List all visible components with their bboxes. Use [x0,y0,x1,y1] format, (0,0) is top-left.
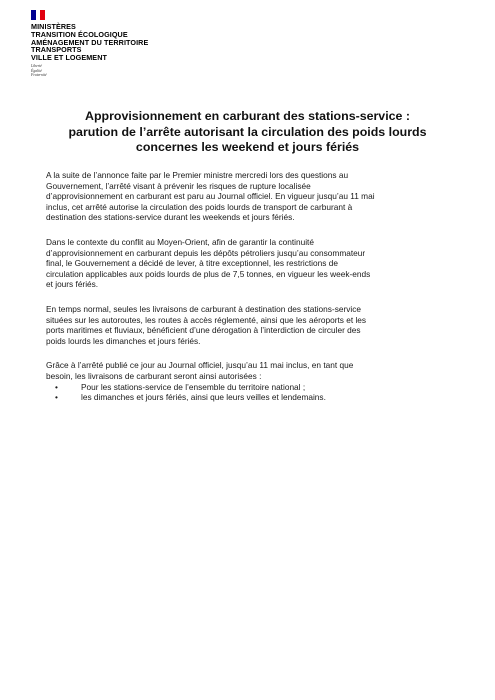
text-line: d’approvisionnement en carburant depuis les dépôts pétroliers jusqu’au consommateur [46,247,366,258]
list-item [46,392,456,403]
text-line: circulation applicables aux poids lourds de plus de 7,5 tonnes, en vigueur les week-ends [46,268,371,279]
motto-line: Liberté [31,63,42,68]
text-line: poids lourds les dimanches et jours fériés. [46,335,201,346]
ministry-line: VILLE ET LOGEMENT [31,53,107,63]
text-line: final, le Gouvernement a décidé de lever, à titre exceptionnel, les restrictions de [46,258,338,269]
text-line: A la suite de l’annonce faite par le Premier ministre mercredi lors des questions au [46,170,349,180]
ministry-line: TRANSPORTS [31,45,82,55]
bullet-list [46,382,456,403]
motto-line: Fraternité [31,73,47,78]
ministry-line: TRANSITION ÉCOLOGIQUE [31,29,128,39]
text-line: En temps normal, seules les livraisons de carburant à destination des stations-service [46,303,361,314]
text-line: Grâce à l’arrêté publié ce jour au Journal officiel, jusqu’au 11 mai inclus, en tant que [46,360,354,371]
text-line: besoin, les livraisons de carburant seront ainsi autorisées : [46,370,262,381]
ministry-line: MINISTÈRES [31,22,76,31]
text-line: Gouvernement, l’arrêté visant à prévenir les risques de rupture localisée [46,180,311,191]
paragraph [46,360,456,381]
bullet-icon: • [55,381,58,392]
title-line: Approvisionnement en carburant des stations-service : [85,109,410,123]
paragraph [46,304,456,346]
list-item [46,382,456,393]
text-line: situées sur les autoroutes, les routes à accès réglementé, ainsi que les aéroports et les [46,314,367,325]
text-line: ports maritimes et fluviaux, bénéficient d’une dérogation à l’interdiction de circuler des [46,325,361,336]
title-line: parution de l’arrête autorisant la circulation des poids lourds [68,124,427,139]
text-line: et jours fériés. [46,279,99,290]
paragraph [46,170,456,223]
text-line: Dans le contexte du conflit au Moyen-Orient, afin de garantir la continuité [46,236,314,247]
text-line: destination des stations-service durant les weekends et jours fériés. [46,212,295,223]
list-item-text: Pour les stations-service de l’ensemble du territoire national ; [81,381,306,392]
text-line: inclus, cet arrêté autorise la circulation des poids lourds de transport de carburant à [46,201,353,212]
paragraph [46,237,456,290]
bullet-icon: • [55,392,58,403]
press-release-body [46,170,456,403]
list-item-text: les dimanches et jours fériés, ainsi que leurs veilles et lendemains. [81,392,326,403]
republic-motto [31,64,231,78]
title-line: concernes les weekend et jours fériés [135,140,360,154]
motto-line: Égalité [31,68,42,73]
press-release-title [40,109,455,156]
text-line: d’approvisionnement en carburant est paru au Journal officiel. En vigueur jusqu’au 11 mai [46,191,375,202]
french-flag-logo [31,10,45,20]
flag-red-band [40,10,45,20]
ministry-name [31,23,231,62]
ministry-header [31,10,231,78]
ministry-line: AMÉNAGEMENT DU TERRITOIRE [31,37,149,47]
